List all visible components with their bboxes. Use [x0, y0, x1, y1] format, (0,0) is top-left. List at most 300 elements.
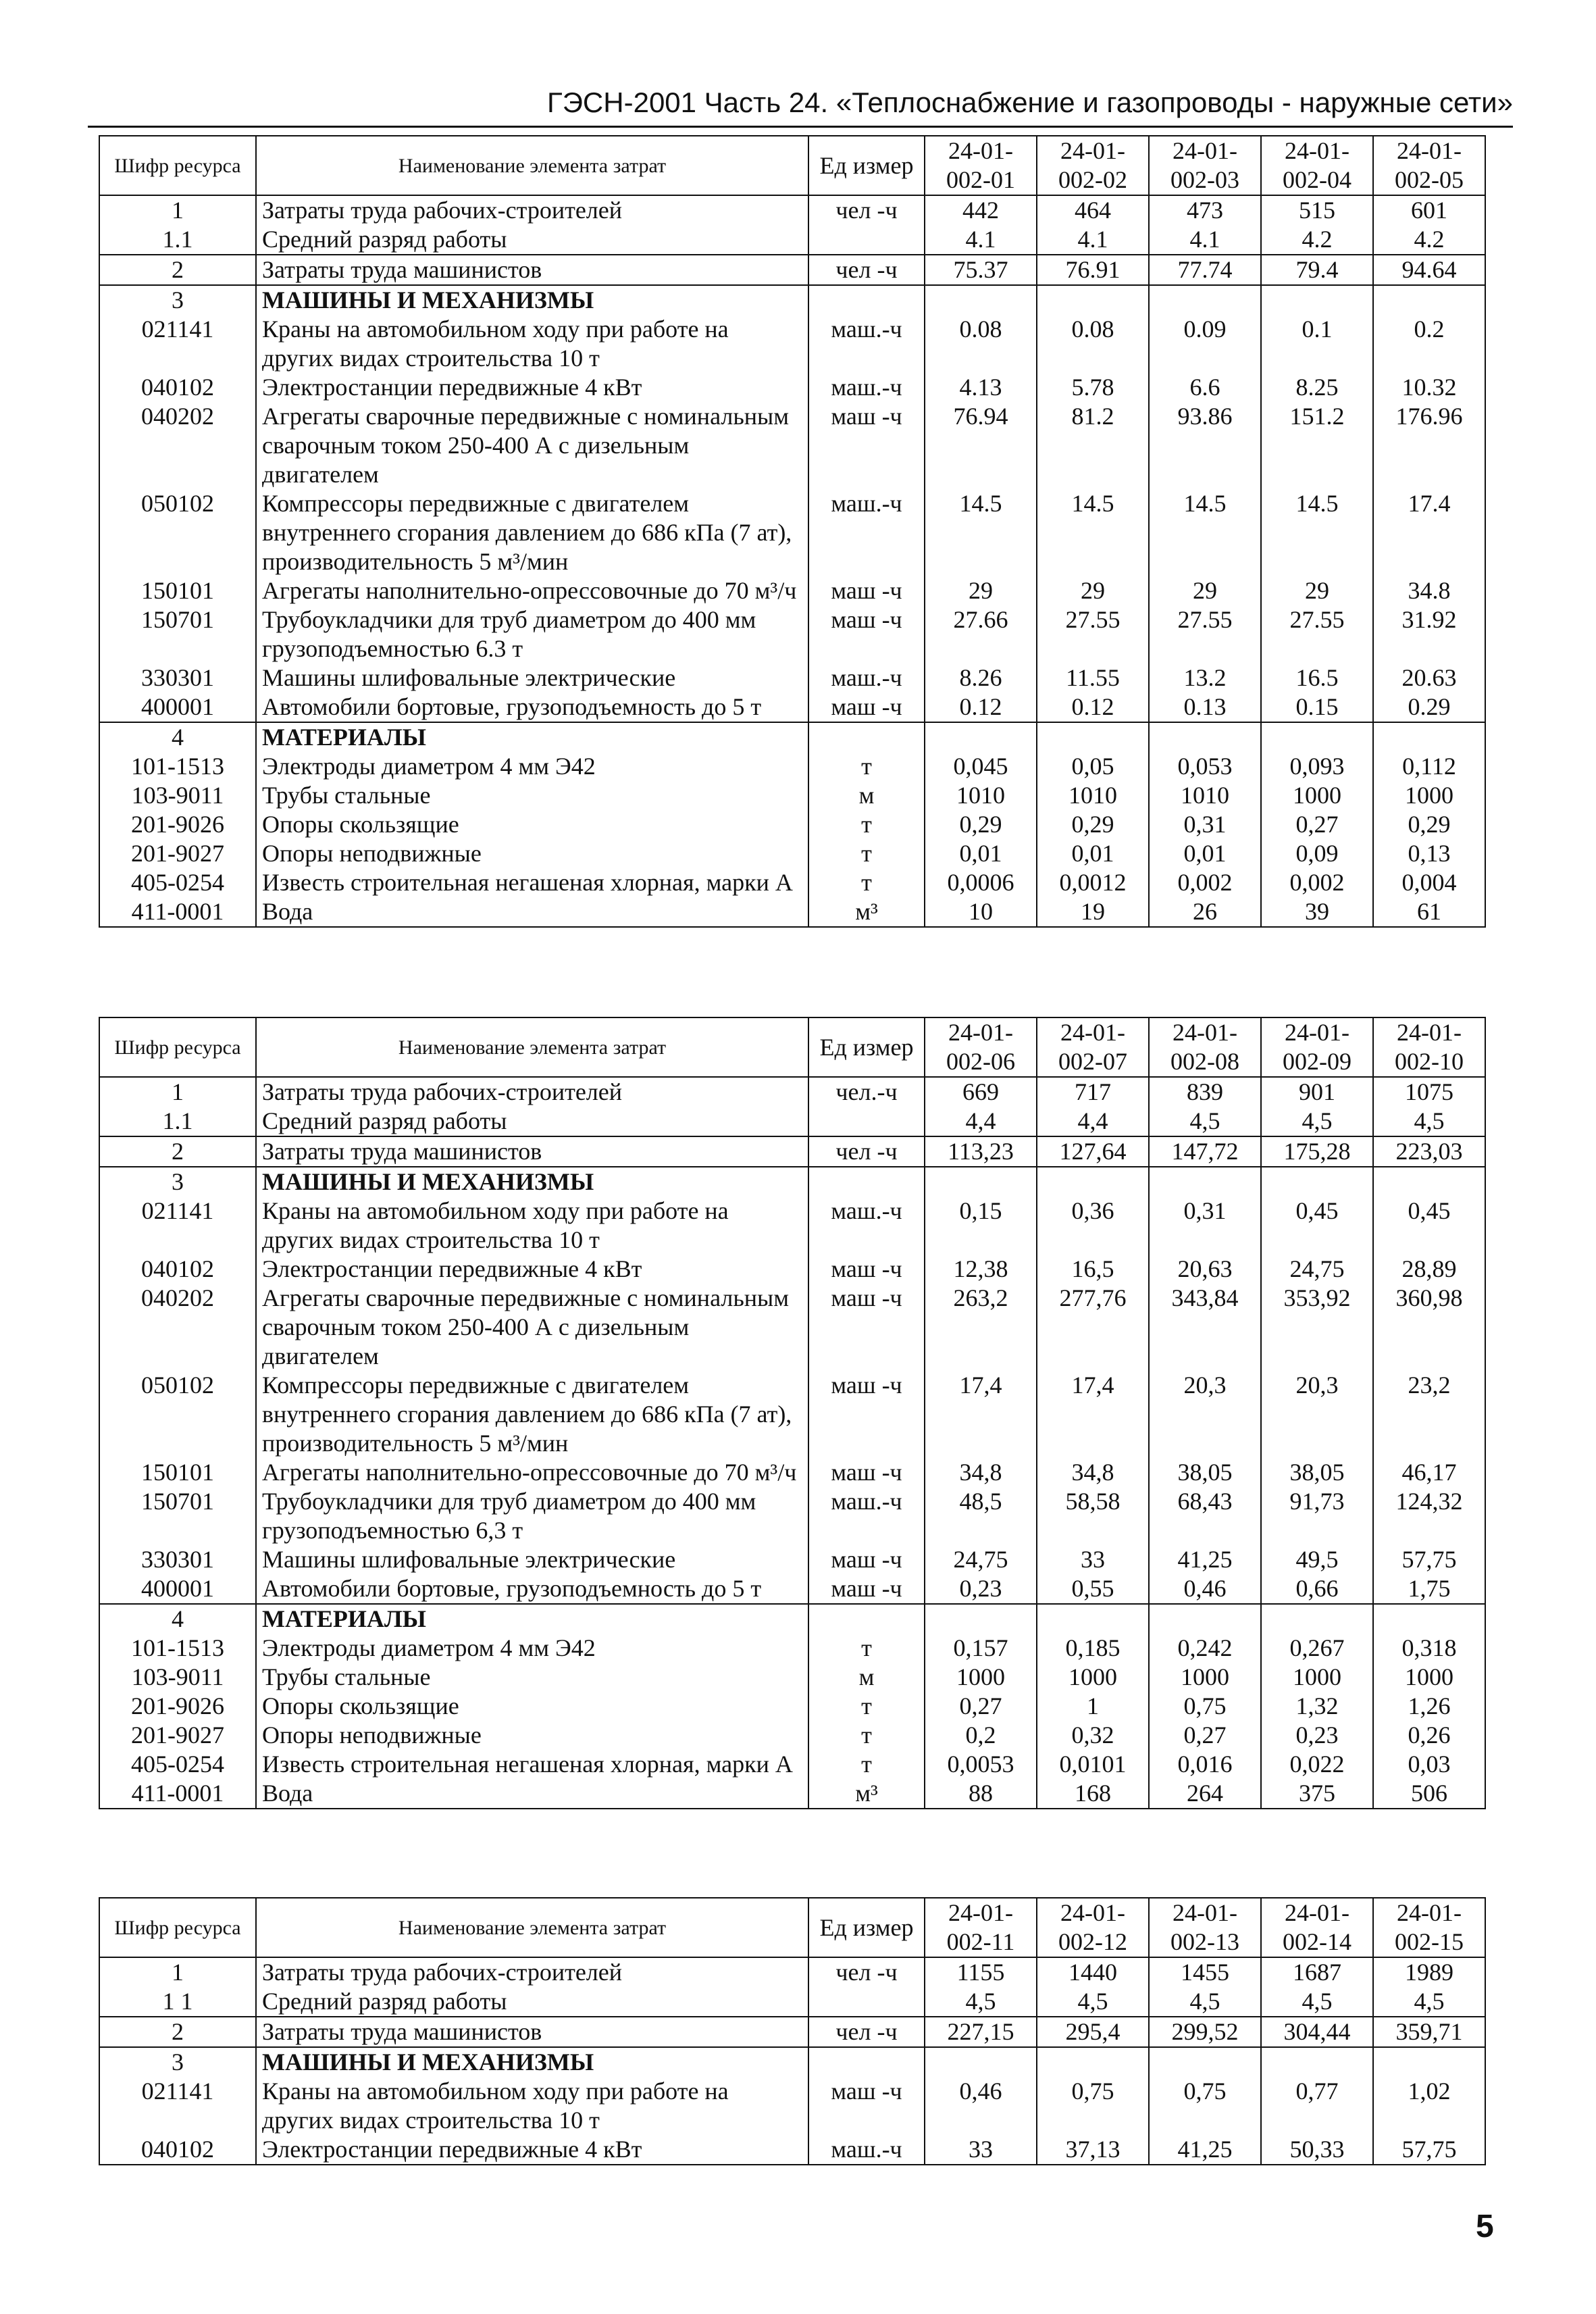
resource-name: Краны на автомобильном ходу при работе на других видах строительства 10 т — [256, 315, 808, 373]
resource-name: Компрессоры передвижные с двигателем внутреннего сгорания давлением до 686 кПа (7 ат), производительность 5 м³/мин — [256, 1371, 808, 1458]
table-header-row — [99, 1017, 1485, 1077]
resource-name: Автомобили бортовые, грузоподъемность до 5 т — [256, 693, 808, 722]
norm-value: 8.25 — [1261, 373, 1373, 402]
table-row — [99, 1545, 1485, 1574]
resource-code: 405-0254 — [99, 868, 256, 897]
norm-value: 10 — [925, 897, 1037, 927]
norm-value: 1,02 — [1373, 2077, 1485, 2135]
resource-name: Опоры неподвижные — [256, 839, 808, 868]
norm-value — [925, 2047, 1037, 2077]
norm-value — [1149, 722, 1261, 752]
norm-value: 29 — [1037, 576, 1149, 605]
norm-value — [1373, 1167, 1485, 1197]
norm-value — [925, 1604, 1037, 1634]
section-title: МАТЕРИАЛЫ — [256, 1604, 808, 1634]
column-header-norm: 24-01-002-04 — [1261, 136, 1373, 195]
norm-value: 0,267 — [1261, 1634, 1373, 1663]
norm-value: 1000 — [1261, 781, 1373, 810]
unit: маш.-ч — [808, 663, 925, 693]
unit: маш.-ч — [808, 2135, 925, 2165]
norm-value — [1037, 722, 1149, 752]
norm-value: 33 — [925, 2135, 1037, 2165]
norm-value — [1261, 1167, 1373, 1197]
norm-value: 0,75 — [1149, 2077, 1261, 2135]
norm-value: 127,64 — [1037, 1136, 1149, 1167]
resource-code: 201-9027 — [99, 1721, 256, 1750]
resource-code: 040202 — [99, 1284, 256, 1371]
column-header-code: Шифр ресурса — [99, 1898, 256, 1957]
norm-value — [925, 722, 1037, 752]
norm-value: 1010 — [925, 781, 1037, 810]
norm-value: 0,26 — [1373, 1721, 1485, 1750]
resource-code: 101-1513 — [99, 752, 256, 781]
column-header-norm: 24-01-002-03 — [1149, 136, 1261, 195]
resource-code: 405-0254 — [99, 1750, 256, 1779]
norm-value: 0,0101 — [1037, 1750, 1149, 1779]
table-row — [99, 1663, 1485, 1692]
norm-value: 0,45 — [1261, 1197, 1373, 1255]
section-row — [99, 722, 1485, 752]
unit: маш.-ч — [808, 373, 925, 402]
norm-value: 464 — [1037, 195, 1149, 225]
norm-value: 0,77 — [1261, 2077, 1373, 2135]
resource-code: 201-9027 — [99, 839, 256, 868]
table-row — [99, 1574, 1485, 1604]
unit: м³ — [808, 1779, 925, 1809]
unit: маш -ч — [808, 605, 925, 663]
norm-value: 0,23 — [1261, 1721, 1373, 1750]
norm-value: 124,32 — [1373, 1487, 1485, 1545]
unit: чел -ч — [808, 2017, 925, 2047]
resource-code: 1.1 — [99, 225, 256, 255]
norm-value: 0,75 — [1149, 1692, 1261, 1721]
norm-value: 20.63 — [1373, 663, 1485, 693]
unit: маш -ч — [808, 1371, 925, 1458]
norm-value: 343,84 — [1149, 1284, 1261, 1371]
unit: маш.-ч — [808, 489, 925, 576]
unit: маш.-ч — [808, 1487, 925, 1545]
section-row — [99, 1167, 1485, 1197]
norm-value: 4,5 — [1149, 1107, 1261, 1136]
resource-name: Трубы стальные — [256, 1663, 808, 1692]
norm-value: 27.66 — [925, 605, 1037, 663]
table-row — [99, 1371, 1485, 1458]
norm-value — [1373, 2047, 1485, 2077]
unit: чел.-ч — [808, 1077, 925, 1107]
norm-value: 0,36 — [1037, 1197, 1149, 1255]
norm-value: 0,03 — [1373, 1750, 1485, 1779]
column-header-norm: 24-01-002-11 — [925, 1898, 1037, 1957]
norm-value — [1373, 722, 1485, 752]
resource-code: 103-9011 — [99, 781, 256, 810]
resource-name: Вода — [256, 1779, 808, 1809]
resource-code: 1 — [99, 1077, 256, 1107]
unit: м³ — [808, 897, 925, 927]
table-row — [99, 1750, 1485, 1779]
section-row — [99, 1604, 1485, 1634]
unit — [808, 1107, 925, 1136]
norm-value: 1,26 — [1373, 1692, 1485, 1721]
norm-value: 1000 — [1261, 1663, 1373, 1692]
norm-value: 37,13 — [1037, 2135, 1149, 2165]
column-header-name: Наименование элемента затрат — [256, 1898, 808, 1957]
section-row — [99, 285, 1485, 315]
unit — [808, 1167, 925, 1197]
norm-value — [1261, 722, 1373, 752]
norm-value: 717 — [1037, 1077, 1149, 1107]
norm-value: 79.4 — [1261, 255, 1373, 285]
resource-name: Средний разряд работы — [256, 1107, 808, 1136]
norm-value: 0,15 — [925, 1197, 1037, 1255]
norm-value: 91,73 — [1261, 1487, 1373, 1545]
norm-value — [1149, 2047, 1261, 2077]
unit: маш -ч — [808, 576, 925, 605]
resource-name: Агрегаты сварочные передвижные с номинальным сварочным током 250-400 А с дизельным двигателем — [256, 402, 808, 489]
column-header-norm: 24-01-002-15 — [1373, 1898, 1485, 1957]
resource-code: 021141 — [99, 1197, 256, 1255]
resource-name: Компрессоры передвижные с двигателем внутреннего сгорания давлением до 686 кПа (7 ат), производительность 5 м³/мин — [256, 489, 808, 576]
norm-value: 0,55 — [1037, 1574, 1149, 1604]
norm-value: 57,75 — [1373, 1545, 1485, 1574]
norm-value: 94.64 — [1373, 255, 1485, 285]
norm-value: 27.55 — [1149, 605, 1261, 663]
norm-value: 13.2 — [1149, 663, 1261, 693]
unit: чел -ч — [808, 195, 925, 225]
norm-value: 17,4 — [1037, 1371, 1149, 1458]
norm-value: 0,185 — [1037, 1634, 1149, 1663]
norm-value: 77.74 — [1149, 255, 1261, 285]
norm-value: 1440 — [1037, 1957, 1149, 1987]
column-header-norm: 24-01-002-05 — [1373, 136, 1485, 195]
section-title: МАШИНЫ И МЕХАНИЗМЫ — [256, 1167, 808, 1197]
table-row — [99, 2017, 1485, 2047]
page-header-title: ГЭСН-2001 Часть 24. «Теплоснабжение и газопроводы - наружные сети» — [547, 86, 1513, 118]
resource-name: Известь строительная негашеная хлорная, марки А — [256, 1750, 808, 1779]
table-row — [99, 663, 1485, 693]
unit — [808, 285, 925, 315]
norm-value: 0,29 — [1373, 810, 1485, 839]
norm-value: 29 — [925, 576, 1037, 605]
norm-value: 19 — [1037, 897, 1149, 927]
resource-name: Затраты труда рабочих-строителей — [256, 1957, 808, 1987]
table-row — [99, 489, 1485, 576]
unit: чел -ч — [808, 1136, 925, 1167]
table-row — [99, 781, 1485, 810]
resource-name: Средний разряд работы — [256, 225, 808, 255]
table-row — [99, 315, 1485, 373]
norm-value — [1261, 2047, 1373, 2077]
resource-code: 1 — [99, 195, 256, 225]
unit — [808, 225, 925, 255]
norm-value: 33 — [1037, 1545, 1149, 1574]
norm-value: 353,92 — [1261, 1284, 1373, 1371]
table-row — [99, 1692, 1485, 1721]
norm-value — [925, 1167, 1037, 1197]
resource-name: Затраты труда машинистов — [256, 2017, 808, 2047]
norm-value: 4,5 — [1373, 1107, 1485, 1136]
norm-value: 223,03 — [1373, 1136, 1485, 1167]
norm-value: 16,5 — [1037, 1255, 1149, 1284]
unit: маш -ч — [808, 1284, 925, 1371]
unit — [808, 1987, 925, 2017]
resource-name: Агрегаты наполнительно-опрессовочные до 70 м³/ч — [256, 576, 808, 605]
resource-code: 4 — [99, 1604, 256, 1634]
norm-value: 41,25 — [1149, 2135, 1261, 2165]
table-row — [99, 1957, 1485, 1987]
norm-value: 1,32 — [1261, 1692, 1373, 1721]
column-header-code: Шифр ресурса — [99, 1017, 256, 1077]
table-row — [99, 225, 1485, 255]
norm-value: 0,01 — [1037, 839, 1149, 868]
norm-value: 0,002 — [1149, 868, 1261, 897]
resource-name: Трубоукладчики для труб диаметром до 400 мм грузоподъемностью 6.3 т — [256, 605, 808, 663]
table-row — [99, 752, 1485, 781]
norm-value: 0,01 — [1149, 839, 1261, 868]
norm-value: 1000 — [925, 1663, 1037, 1692]
norm-value: 0.1 — [1261, 315, 1373, 373]
norm-value: 11.55 — [1037, 663, 1149, 693]
unit — [808, 2047, 925, 2077]
column-header-norm: 24-01-002-12 — [1037, 1898, 1149, 1957]
norm-value — [925, 285, 1037, 315]
norm-value: 38,05 — [1149, 1458, 1261, 1487]
unit: т — [808, 839, 925, 868]
column-header-name: Наименование элемента затрат — [256, 136, 808, 195]
column-header-norm: 24-01-002-14 — [1261, 1898, 1373, 1957]
table-row — [99, 1634, 1485, 1663]
norm-value — [1261, 285, 1373, 315]
norm-value: 23,2 — [1373, 1371, 1485, 1458]
norm-value: 113,23 — [925, 1136, 1037, 1167]
norm-value: 48,5 — [925, 1487, 1037, 1545]
norm-value: 4,4 — [1037, 1107, 1149, 1136]
norm-value: 0,32 — [1037, 1721, 1149, 1750]
norm-value: 1000 — [1149, 1663, 1261, 1692]
resource-code: 3 — [99, 285, 256, 315]
table-row — [99, 576, 1485, 605]
norm-value: 473 — [1149, 195, 1261, 225]
norm-value: 0,2 — [925, 1721, 1037, 1750]
unit — [808, 1604, 925, 1634]
norm-value: 4,5 — [1261, 1107, 1373, 1136]
norm-value: 1687 — [1261, 1957, 1373, 1987]
unit — [808, 722, 925, 752]
resource-code: 400001 — [99, 693, 256, 722]
table-header-row — [99, 136, 1485, 195]
norm-value: 0,016 — [1149, 1750, 1261, 1779]
norm-value: 168 — [1037, 1779, 1149, 1809]
norm-value: 0,46 — [925, 2077, 1037, 2135]
resource-code: 400001 — [99, 1574, 256, 1604]
resource-name: Электроды диаметром 4 мм Э42 — [256, 752, 808, 781]
resource-name: Опоры скользящие — [256, 1692, 808, 1721]
resource-code: 150101 — [99, 576, 256, 605]
norm-value: 0,0006 — [925, 868, 1037, 897]
resource-name: Машины шлифовальные электрические — [256, 663, 808, 693]
section-title: МАШИНЫ И МЕХАНИЗМЫ — [256, 285, 808, 315]
norm-value: 49,5 — [1261, 1545, 1373, 1574]
norm-value: 0.08 — [925, 315, 1037, 373]
unit: т — [808, 752, 925, 781]
norm-value: 4.1 — [1037, 225, 1149, 255]
table-row — [99, 1255, 1485, 1284]
resource-name: Затраты труда рабочих-строителей — [256, 195, 808, 225]
table-row — [99, 2077, 1485, 2135]
resource-name: Электроды диаметром 4 мм Э42 — [256, 1634, 808, 1663]
table-row — [99, 605, 1485, 663]
norm-value: 4.2 — [1373, 225, 1485, 255]
unit: маш.-ч — [808, 315, 925, 373]
column-header-norm: 24-01-002-09 — [1261, 1017, 1373, 1077]
norm-value: 147,72 — [1149, 1136, 1261, 1167]
norm-value: 0.09 — [1149, 315, 1261, 373]
column-header-unit: Ед измер — [808, 136, 925, 195]
norm-value: 26 — [1149, 897, 1261, 927]
table-row — [99, 1987, 1485, 2017]
norm-value: 29 — [1149, 576, 1261, 605]
resource-name: Известь строительная негашеная хлорная, марки А — [256, 868, 808, 897]
resource-code: 330301 — [99, 1545, 256, 1574]
norm-value: 901 — [1261, 1077, 1373, 1107]
resource-code: 040102 — [99, 1255, 256, 1284]
unit: т — [808, 1721, 925, 1750]
norm-value: 0,27 — [925, 1692, 1037, 1721]
table-row — [99, 839, 1485, 868]
norm-value: 17.4 — [1373, 489, 1485, 576]
norm-value: 1010 — [1037, 781, 1149, 810]
column-header-unit: Ед измер — [808, 1017, 925, 1077]
norm-value: 0,01 — [925, 839, 1037, 868]
resource-name: Затраты труда рабочих-строителей — [256, 1077, 808, 1107]
norm-value: 0,093 — [1261, 752, 1373, 781]
resource-code: 150701 — [99, 1487, 256, 1545]
norm-value: 1075 — [1373, 1077, 1485, 1107]
norm-value — [1261, 1604, 1373, 1634]
norm-value: 264 — [1149, 1779, 1261, 1809]
norm-value: 50,33 — [1261, 2135, 1373, 2165]
table-row — [99, 2135, 1485, 2165]
unit: маш -ч — [808, 1545, 925, 1574]
norm-value: 14.5 — [1261, 489, 1373, 576]
unit: т — [808, 1750, 925, 1779]
table-row — [99, 810, 1485, 839]
resource-code: 021141 — [99, 315, 256, 373]
unit: м — [808, 1663, 925, 1692]
norm-value: 20,3 — [1149, 1371, 1261, 1458]
norm-value: 175,28 — [1261, 1136, 1373, 1167]
resource-name: Агрегаты наполнительно-опрессовочные до 70 м³/ч — [256, 1458, 808, 1487]
section-row — [99, 2047, 1485, 2077]
resource-table — [99, 1017, 1486, 1809]
unit: т — [808, 1692, 925, 1721]
norm-value: 20,63 — [1149, 1255, 1261, 1284]
norm-value: 0,242 — [1149, 1634, 1261, 1663]
table-row — [99, 1779, 1485, 1809]
norm-value: 375 — [1261, 1779, 1373, 1809]
norm-value: 0,23 — [925, 1574, 1037, 1604]
norm-value: 839 — [1149, 1077, 1261, 1107]
norm-value: 1,75 — [1373, 1574, 1485, 1604]
column-header-unit: Ед измер — [808, 1898, 925, 1957]
norm-value: 0.2 — [1373, 315, 1485, 373]
resource-code: 150701 — [99, 605, 256, 663]
table-row — [99, 693, 1485, 722]
norm-value: 0,31 — [1149, 1197, 1261, 1255]
norm-value: 0,157 — [925, 1634, 1037, 1663]
norm-value: 29 — [1261, 576, 1373, 605]
resource-code: 3 — [99, 1167, 256, 1197]
norm-value: 1000 — [1037, 1663, 1149, 1692]
resource-code: 150101 — [99, 1458, 256, 1487]
norm-value: 277,76 — [1037, 1284, 1149, 1371]
norm-value: 34.8 — [1373, 576, 1485, 605]
norm-value: 0,45 — [1373, 1197, 1485, 1255]
norm-value: 4,5 — [1261, 1987, 1373, 2017]
norm-value: 34,8 — [925, 1458, 1037, 1487]
norm-value — [1373, 1604, 1485, 1634]
norm-value: 31.92 — [1373, 605, 1485, 663]
norm-value: 81.2 — [1037, 402, 1149, 489]
norm-value: 17,4 — [925, 1371, 1037, 1458]
norm-value: 4.2 — [1261, 225, 1373, 255]
norm-value: 0.29 — [1373, 693, 1485, 722]
norm-value: 57,75 — [1373, 2135, 1485, 2165]
table-row — [99, 1136, 1485, 1167]
resource-code: 050102 — [99, 1371, 256, 1458]
norm-value: 263,2 — [925, 1284, 1037, 1371]
norm-value: 93.86 — [1149, 402, 1261, 489]
norm-value: 14.5 — [1037, 489, 1149, 576]
resource-code: 050102 — [99, 489, 256, 576]
unit: чел -ч — [808, 1957, 925, 1987]
norm-value: 88 — [925, 1779, 1037, 1809]
norm-value: 0,045 — [925, 752, 1037, 781]
norm-value: 1155 — [925, 1957, 1037, 1987]
column-header-norm: 24-01-002-07 — [1037, 1017, 1149, 1077]
norm-value: 359,71 — [1373, 2017, 1485, 2047]
norm-value: 0.13 — [1149, 693, 1261, 722]
resource-name: Электростанции передвижные 4 кВт — [256, 2135, 808, 2165]
norm-value: 16.5 — [1261, 663, 1373, 693]
resource-code: 411-0001 — [99, 897, 256, 927]
page-number: 5 — [1476, 2209, 1494, 2244]
norm-value: 176.96 — [1373, 402, 1485, 489]
norm-value: 39 — [1261, 897, 1373, 927]
resource-code: 1.1 — [99, 1107, 256, 1136]
norm-value: 68,43 — [1149, 1487, 1261, 1545]
table-row — [99, 373, 1485, 402]
section-title: МАТЕРИАЛЫ — [256, 722, 808, 752]
resource-code: 040102 — [99, 2135, 256, 2165]
norm-value: 4,4 — [925, 1107, 1037, 1136]
norm-value — [1373, 285, 1485, 315]
norm-value: 14.5 — [925, 489, 1037, 576]
norm-value: 27.55 — [1261, 605, 1373, 663]
norm-value: 4,5 — [1037, 1987, 1149, 2017]
norm-value: 20,3 — [1261, 1371, 1373, 1458]
resource-code: 1 — [99, 1957, 256, 1987]
resource-name: Опоры скользящие — [256, 810, 808, 839]
table-row — [99, 1197, 1485, 1255]
norm-value: 76.94 — [925, 402, 1037, 489]
norm-value: 1010 — [1149, 781, 1261, 810]
norm-value: 28,89 — [1373, 1255, 1485, 1284]
norm-value: 360,98 — [1373, 1284, 1485, 1371]
norm-value: 1000 — [1373, 781, 1485, 810]
norm-value: 24,75 — [925, 1545, 1037, 1574]
norm-value: 0,27 — [1149, 1721, 1261, 1750]
norm-value: 0,66 — [1261, 1574, 1373, 1604]
